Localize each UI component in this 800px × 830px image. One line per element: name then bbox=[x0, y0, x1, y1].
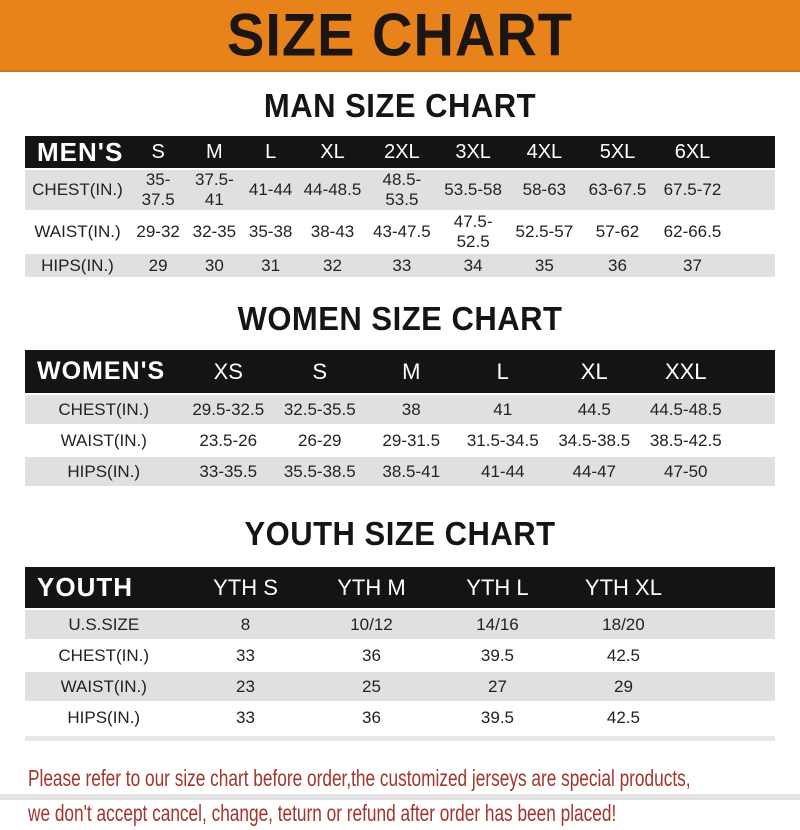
table-row bbox=[25, 170, 775, 210]
table-row bbox=[25, 395, 775, 424]
table-header-row bbox=[25, 567, 775, 608]
filler-cell bbox=[732, 426, 776, 455]
table-cell: 44.5 bbox=[549, 395, 641, 424]
column-header: L bbox=[457, 350, 549, 393]
man-section-heading-text: MAN SIZE CHART bbox=[264, 89, 536, 122]
table-cell: 44-47 bbox=[549, 457, 641, 486]
filler-cell bbox=[686, 610, 775, 639]
youth-size-section bbox=[0, 518, 800, 741]
table-cell: 67.5-72 bbox=[655, 170, 730, 210]
table-cell: 34.5-38.5 bbox=[549, 426, 641, 455]
table-cell: 41-44 bbox=[457, 457, 549, 486]
filler-cell bbox=[732, 395, 776, 424]
table-cell: 29-32 bbox=[130, 212, 186, 252]
table-cell: 38.5-42.5 bbox=[640, 426, 732, 455]
table-header-row bbox=[25, 136, 775, 168]
table-cell: 42.5 bbox=[560, 641, 686, 670]
row-label: WAIST(IN.) bbox=[25, 212, 130, 252]
table-cell: 39.5 bbox=[434, 641, 560, 670]
disclaimer-line-1: Please refer to our size chart before order,the customized jerseys are special products, bbox=[28, 761, 798, 796]
row-label: WAIST(IN.) bbox=[25, 672, 183, 701]
column-header: XL bbox=[299, 136, 367, 168]
table-cell: 35-38 bbox=[243, 212, 299, 252]
column-header: L bbox=[243, 136, 299, 168]
table-header-label: MEN'S bbox=[25, 136, 130, 168]
women-section-heading bbox=[0, 303, 800, 334]
column-header: YTH M bbox=[308, 567, 434, 608]
table-cell: 30 bbox=[186, 254, 242, 277]
table-row bbox=[25, 254, 775, 277]
table-cell: 33-35.5 bbox=[183, 457, 275, 486]
table-cell: 36 bbox=[308, 641, 434, 670]
table-cell: 10/12 bbox=[308, 610, 434, 639]
table-cell: 32-35 bbox=[186, 212, 242, 252]
table-cell: 57-62 bbox=[580, 212, 655, 252]
table-cell: 14/16 bbox=[434, 610, 560, 639]
table-cell: 29 bbox=[560, 672, 686, 701]
page-title: SIZE CHART bbox=[227, 5, 573, 65]
column-header: YTH S bbox=[183, 567, 309, 608]
table-cell: 63-67.5 bbox=[580, 170, 655, 210]
filler-cell bbox=[686, 703, 775, 732]
table-row bbox=[25, 703, 775, 732]
youth-section-heading-text: YOUTH SIZE CHART bbox=[244, 517, 555, 550]
man-size-table bbox=[25, 134, 775, 279]
table-cell: 26-29 bbox=[274, 426, 366, 455]
table-cell: 48.5-53.5 bbox=[366, 170, 437, 210]
table-cell: 27 bbox=[434, 672, 560, 701]
table-cell: 53.5-58 bbox=[438, 170, 509, 210]
table-cell: 37 bbox=[655, 254, 730, 277]
row-label: CHEST(IN.) bbox=[25, 170, 130, 210]
row-label: WAIST(IN.) bbox=[25, 426, 183, 455]
table-cell: 36 bbox=[308, 703, 434, 732]
bottom-divider bbox=[0, 794, 800, 800]
column-header: XXL bbox=[640, 350, 732, 393]
column-header: 3XL bbox=[438, 136, 509, 168]
table-cell: 38-43 bbox=[299, 212, 367, 252]
filler-cell bbox=[730, 136, 775, 168]
column-header: 6XL bbox=[655, 136, 730, 168]
table-bottom-divider bbox=[25, 736, 775, 741]
table-cell: 33 bbox=[366, 254, 437, 277]
row-label: CHEST(IN.) bbox=[25, 395, 183, 424]
table-cell: 36 bbox=[580, 254, 655, 277]
table-cell: 35 bbox=[509, 254, 580, 277]
table-cell: 35-37.5 bbox=[130, 170, 186, 210]
youth-size-table bbox=[25, 565, 775, 734]
row-label: HIPS(IN.) bbox=[25, 703, 183, 732]
table-cell: 32 bbox=[299, 254, 367, 277]
table-cell: 25 bbox=[308, 672, 434, 701]
column-header: S bbox=[274, 350, 366, 393]
row-label: HIPS(IN.) bbox=[25, 254, 130, 277]
table-cell: 18/20 bbox=[560, 610, 686, 639]
filler-cell bbox=[732, 457, 776, 486]
table-cell: 42.5 bbox=[560, 703, 686, 732]
table-cell: 8 bbox=[183, 610, 309, 639]
man-size-section bbox=[0, 90, 800, 279]
table-cell: 34 bbox=[438, 254, 509, 277]
youth-section-heading bbox=[0, 518, 800, 549]
column-header: M bbox=[186, 136, 242, 168]
table-cell: 23.5-26 bbox=[183, 426, 275, 455]
table-row bbox=[25, 426, 775, 455]
table-header-label: YOUTH bbox=[25, 567, 183, 608]
table-cell: 32.5-35.5 bbox=[274, 395, 366, 424]
row-label: CHEST(IN.) bbox=[25, 641, 183, 670]
women-size-table bbox=[25, 348, 775, 488]
table-header-label: WOMEN'S bbox=[25, 350, 183, 393]
filler-cell bbox=[732, 350, 776, 393]
table-cell: 39.5 bbox=[434, 703, 560, 732]
man-section-heading bbox=[0, 90, 800, 121]
table-row bbox=[25, 610, 775, 639]
column-header: YTH XL bbox=[560, 567, 686, 608]
filler-cell bbox=[686, 641, 775, 670]
column-header: XL bbox=[549, 350, 641, 393]
table-row bbox=[25, 672, 775, 701]
table-cell: 47.5-52.5 bbox=[438, 212, 509, 252]
table-cell: 52.5-57 bbox=[509, 212, 580, 252]
table-cell: 62-66.5 bbox=[655, 212, 730, 252]
table-cell: 43-47.5 bbox=[366, 212, 437, 252]
table-cell: 29-31.5 bbox=[366, 426, 458, 455]
table-header-row bbox=[25, 350, 775, 393]
table-cell: 33 bbox=[183, 703, 309, 732]
table-row bbox=[25, 212, 775, 252]
filler-cell bbox=[730, 212, 775, 252]
table-cell: 37.5-41 bbox=[186, 170, 242, 210]
table-cell: 23 bbox=[183, 672, 309, 701]
table-cell: 29 bbox=[130, 254, 186, 277]
title-banner bbox=[0, 0, 800, 72]
table-cell: 41 bbox=[457, 395, 549, 424]
filler-cell bbox=[730, 254, 775, 277]
women-section-heading-text: WOMEN SIZE CHART bbox=[238, 302, 563, 335]
women-size-section bbox=[0, 303, 800, 488]
column-header: 5XL bbox=[580, 136, 655, 168]
row-label: HIPS(IN.) bbox=[25, 457, 183, 486]
table-cell: 44-48.5 bbox=[299, 170, 367, 210]
table-row bbox=[25, 641, 775, 670]
table-row bbox=[25, 457, 775, 486]
filler-cell bbox=[686, 672, 775, 701]
table-cell: 44.5-48.5 bbox=[640, 395, 732, 424]
column-header: XS bbox=[183, 350, 275, 393]
column-header: 2XL bbox=[366, 136, 437, 168]
table-cell: 38.5-41 bbox=[366, 457, 458, 486]
table-cell: 31 bbox=[243, 254, 299, 277]
table-cell: 58-63 bbox=[509, 170, 580, 210]
row-label: U.S.SIZE bbox=[25, 610, 183, 639]
table-cell: 29.5-32.5 bbox=[183, 395, 275, 424]
column-header: YTH L bbox=[434, 567, 560, 608]
table-cell: 41-44 bbox=[243, 170, 299, 210]
column-header: S bbox=[130, 136, 186, 168]
disclaimer-line-2: we don't accept cancel, change, teturn or refund after order has been placed! bbox=[28, 796, 798, 830]
table-cell: 31.5-34.5 bbox=[457, 426, 549, 455]
filler-cell bbox=[686, 567, 775, 608]
table-cell: 38 bbox=[366, 395, 458, 424]
table-cell: 35.5-38.5 bbox=[274, 457, 366, 486]
column-header: 4XL bbox=[509, 136, 580, 168]
table-cell: 47-50 bbox=[640, 457, 732, 486]
column-header: M bbox=[366, 350, 458, 393]
table-cell: 33 bbox=[183, 641, 309, 670]
filler-cell bbox=[730, 170, 775, 210]
